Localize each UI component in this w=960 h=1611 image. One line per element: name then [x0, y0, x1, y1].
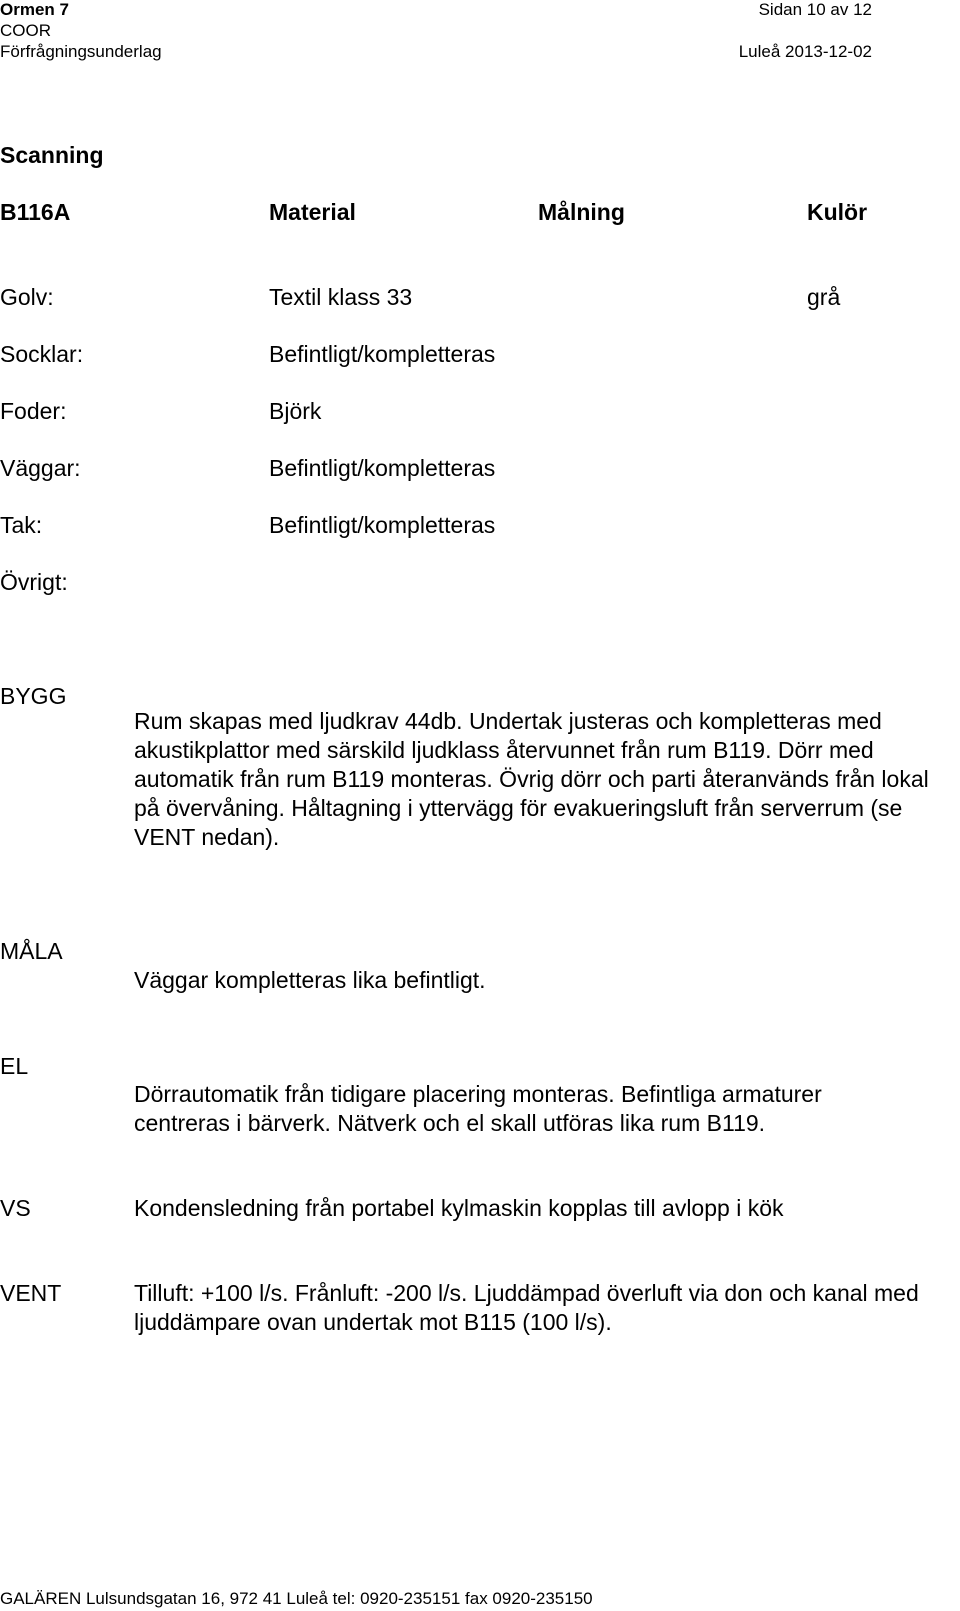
note-text-vent: Tilluft: +100 l/s. Frånluft: -200 l/s. Ljuddämpad överluft via don och kanal med ljuddämpare ovan undertak mot B115 (100 l/s).: [134, 1280, 919, 1335]
row-label-casing: Foder:: [0, 398, 67, 424]
note-label-mala: MÅLA: [0, 938, 63, 964]
place-date: Luleå 2013-12-02: [738, 42, 872, 61]
row-material-walls: Befintligt/kompletteras: [269, 455, 496, 481]
company-name: COOR: [0, 21, 51, 40]
note-label-bygg: BYGG: [0, 683, 67, 709]
row-material-floor: Textil klass 33: [269, 284, 413, 310]
document-type: Förfrågningsunderlag: [0, 42, 162, 61]
note-text-vs: Kondensledning från portabel kylmaskin kopplas till avlopp i kök: [134, 1195, 784, 1221]
note-label-el: EL: [0, 1053, 29, 1079]
other-label: Övrigt:: [0, 569, 68, 595]
page-number: Sidan 10 av 12: [758, 0, 872, 19]
note-text-bygg: Rum skapas med ljudkrav 44db. Undertak justeras och kompletteras med akustikplattor med särskild ljudklass återvunnet från rum B119. Dörr med automatik från rum B119 monteras. Övrig dörr och parti återanvänds från lokal på övervåning. Håltagning i yttervägg för evakueringsluft från serverrum (se VENT nedan).: [134, 708, 929, 850]
row-material-skirting: Befintligt/kompletteras: [269, 341, 496, 367]
note-text-mala: Väggar kompletteras lika befintligt.: [134, 967, 486, 993]
footer-address: GALÄREN Lulsundsgatan 16, 972 41 Luleå tel: 0920-235151 fax 0920-235150: [0, 1589, 593, 1608]
note-text-el: Dörrautomatik från tidigare placering monteras. Befintliga armaturer centreras i bärverk. Nätverk och el skall utföras lika rum B119.: [134, 1081, 822, 1136]
row-label-ceiling: Tak:: [0, 512, 43, 538]
row-color-floor: grå: [807, 284, 841, 310]
row-label-floor: Golv:: [0, 284, 54, 310]
column-header-material: Material: [269, 199, 356, 225]
note-label-vent: VENT: [0, 1280, 62, 1306]
column-header-painting: Målning: [538, 199, 625, 225]
row-label-skirting: Socklar:: [0, 341, 84, 367]
room-id: B116A: [0, 199, 71, 225]
section-title: Scanning: [0, 142, 104, 168]
column-header-color: Kulör: [807, 199, 868, 225]
row-material-ceiling: Befintligt/kompletteras: [269, 512, 496, 538]
note-label-vs: VS: [0, 1195, 31, 1221]
row-label-walls: Väggar:: [0, 455, 81, 481]
project-name: Ormen 7: [0, 0, 69, 19]
row-material-casing: Björk: [269, 398, 322, 424]
